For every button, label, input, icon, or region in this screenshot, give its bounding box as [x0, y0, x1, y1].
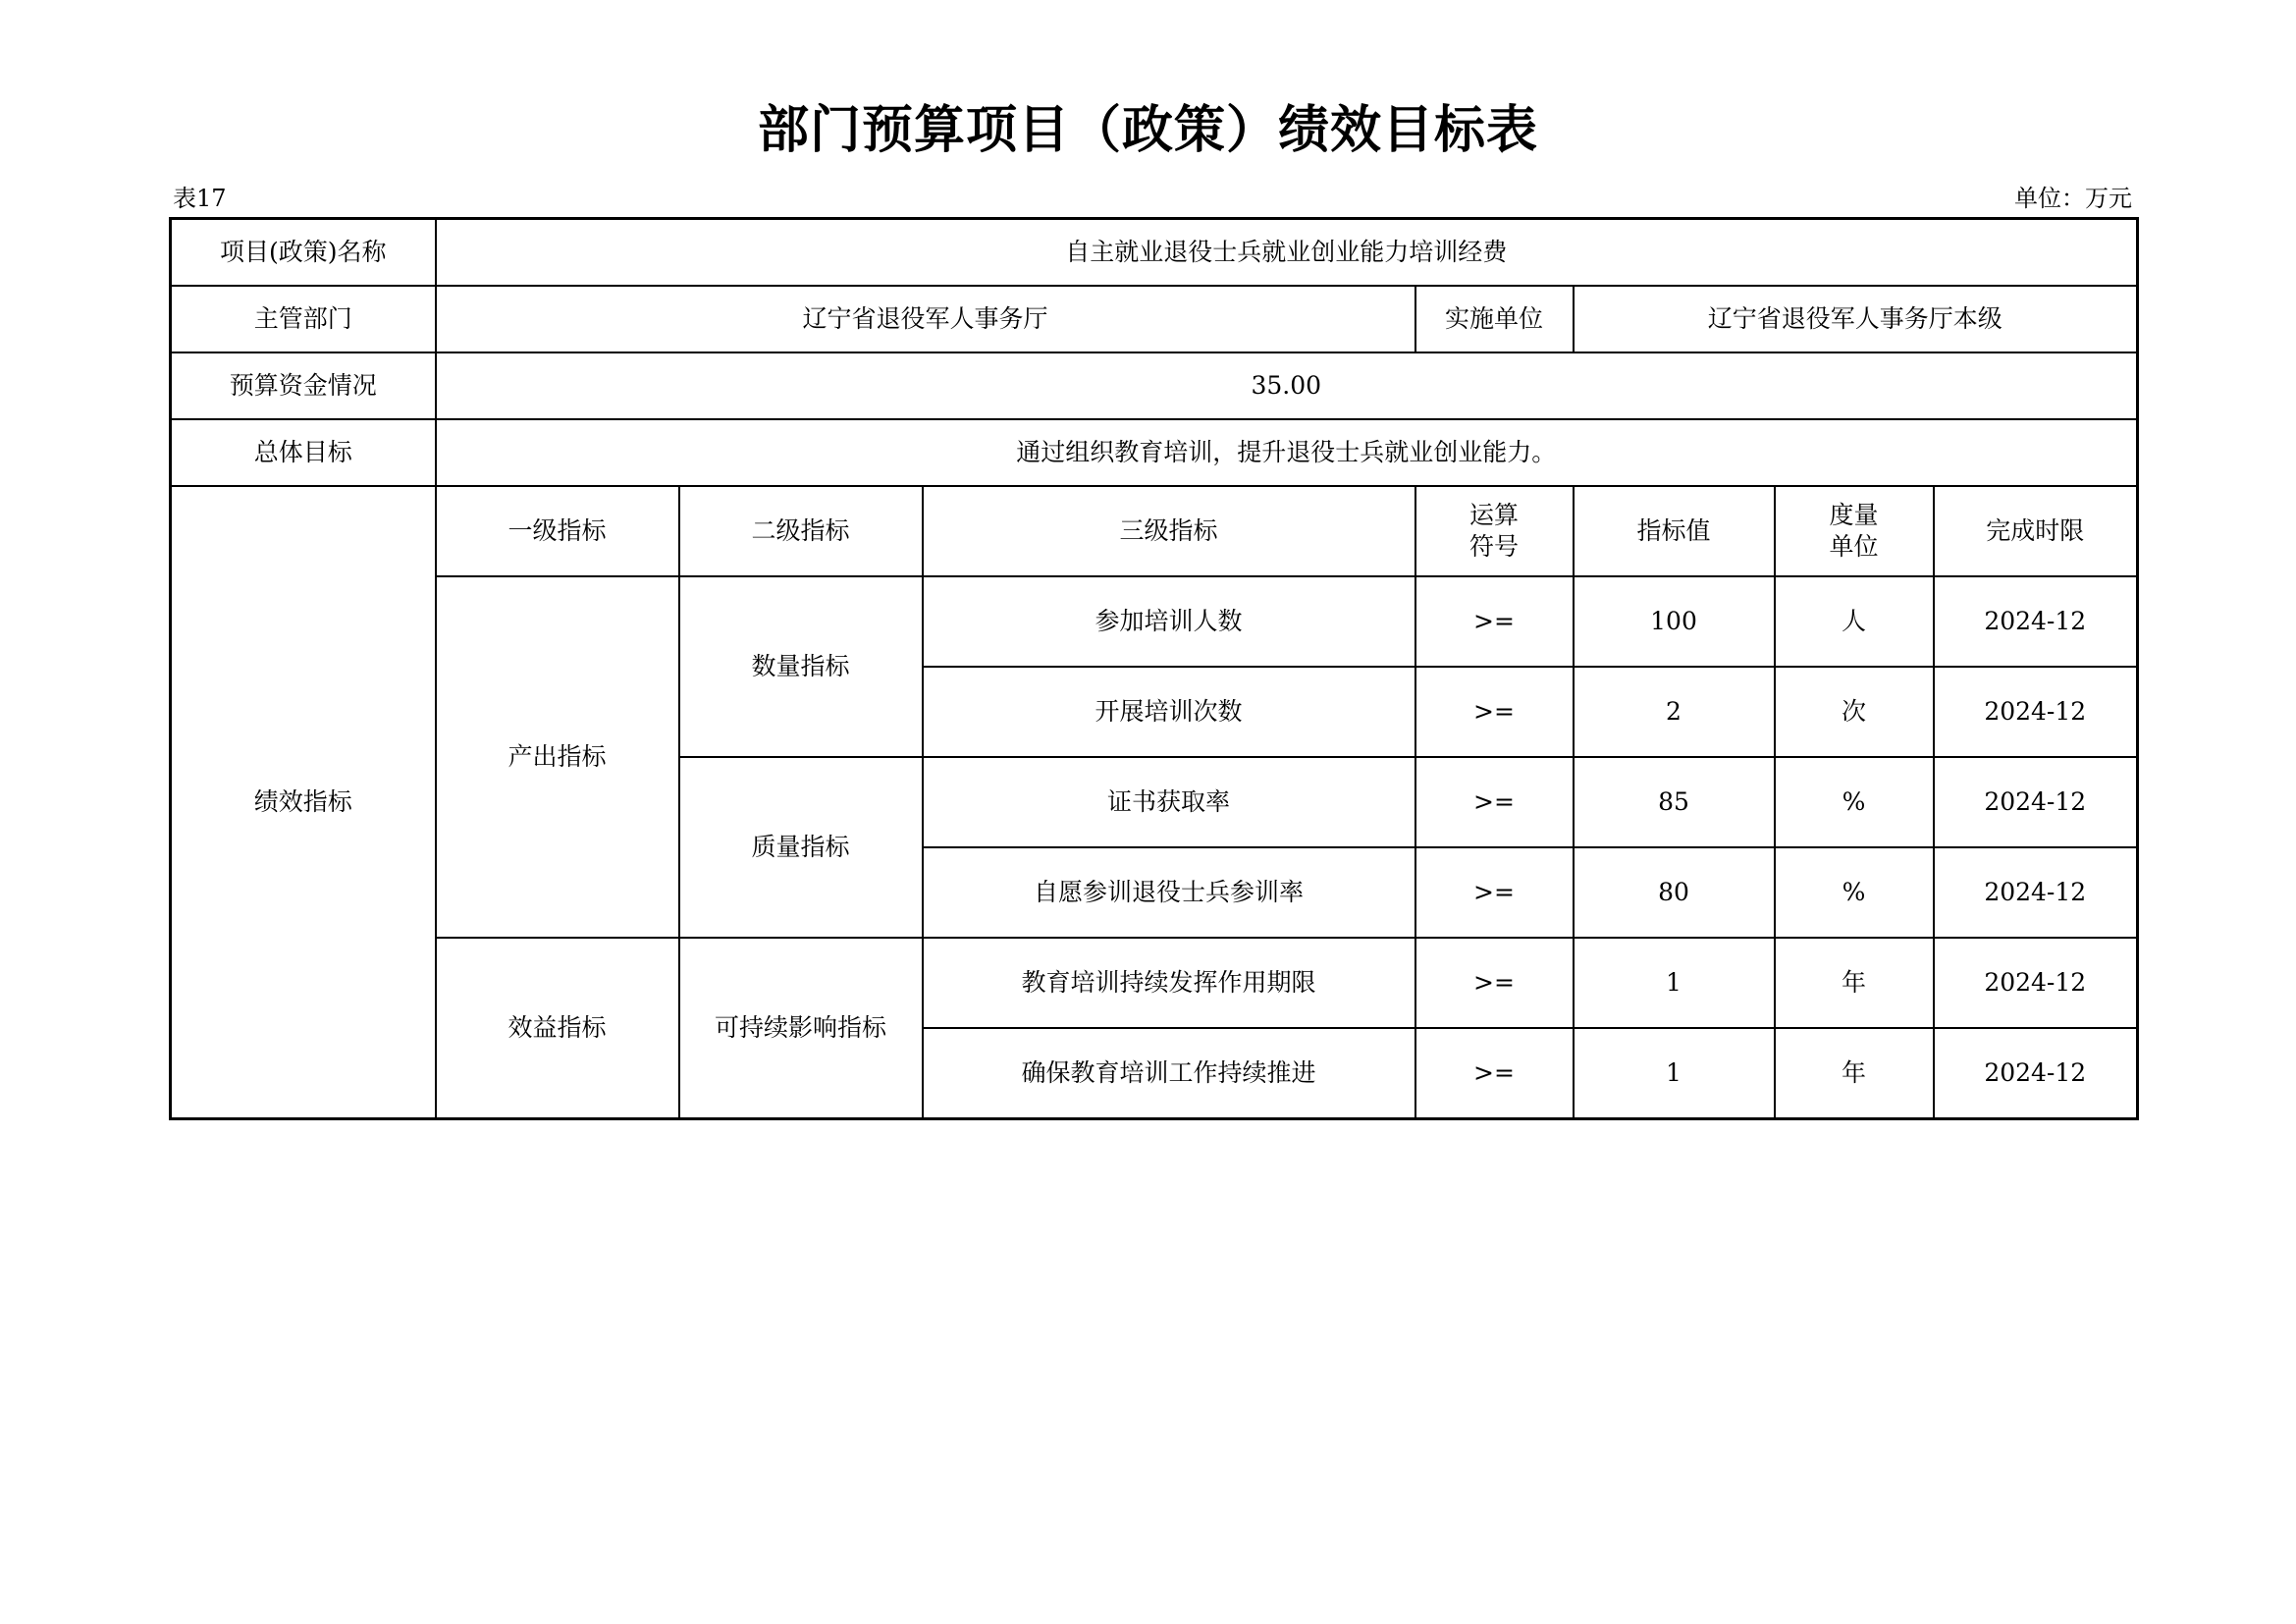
- performance-table: [169, 217, 2139, 1120]
- header-level3: 三级指标: [923, 486, 1415, 576]
- header-deadline: 完成时限: [1934, 486, 2138, 576]
- indicator-operator: >=: [1415, 938, 1574, 1028]
- indicator-deadline: 2024-12: [1934, 847, 2138, 938]
- indicator-value: 80: [1574, 847, 1775, 938]
- impl-value: 辽宁省退役军人事务厅本级: [1574, 286, 2138, 352]
- indicator-unit: %: [1775, 847, 1934, 938]
- table-number: 表17: [173, 185, 227, 212]
- budget-value: 35.00: [436, 352, 2138, 419]
- indicator-deadline: 2024-12: [1934, 938, 2138, 1028]
- impl-label: 实施单位: [1415, 286, 1574, 352]
- indicator-name: 教育培训持续发挥作用期限: [923, 938, 1415, 1028]
- group-output: 产出指标: [436, 576, 679, 938]
- indicator-name: 开展培训次数: [923, 667, 1415, 757]
- indicator-unit: 年: [1775, 938, 1934, 1028]
- indicator-name: 证书获取率: [923, 757, 1415, 847]
- indicator-unit: 年: [1775, 1028, 1934, 1119]
- group-benefit: 效益指标: [436, 938, 679, 1119]
- table-row: [171, 352, 2138, 419]
- page-title: 部门预算项目（政策）绩效目标表: [757, 101, 1538, 160]
- dept-label: 主管部门: [171, 286, 436, 352]
- budget-label: 预算资金情况: [171, 352, 436, 419]
- indicator-value: 100: [1574, 576, 1775, 667]
- indicator-deadline: 2024-12: [1934, 757, 2138, 847]
- group-quality: 质量指标: [679, 757, 923, 938]
- perf-label: 绩效指标: [171, 486, 436, 1119]
- group-sustain: 可持续影响指标: [679, 938, 923, 1119]
- indicator-operator: >=: [1415, 847, 1574, 938]
- table-row: [171, 419, 2138, 486]
- table-row: [171, 219, 2138, 287]
- header-row: [171, 486, 2138, 576]
- indicator-value: 85: [1574, 757, 1775, 847]
- header-level2: 二级指标: [679, 486, 923, 576]
- indicator-unit: %: [1775, 757, 1934, 847]
- indicator-unit: 人: [1775, 576, 1934, 667]
- table-row: [171, 576, 2138, 667]
- goal-label: 总体目标: [171, 419, 436, 486]
- group-quantity: 数量指标: [679, 576, 923, 757]
- indicator-operator: >=: [1415, 757, 1574, 847]
- project-name-value: 自主就业退役士兵就业创业能力培训经费: [436, 219, 2138, 287]
- indicator-deadline: 2024-12: [1934, 1028, 2138, 1119]
- table-row: [171, 938, 2138, 1028]
- indicator-name: 自愿参训退役士兵参训率: [923, 847, 1415, 938]
- unit-label: 单位：万元: [2014, 185, 2132, 212]
- table-row: [171, 286, 2138, 352]
- indicator-value: 1: [1574, 938, 1775, 1028]
- indicator-deadline: 2024-12: [1934, 667, 2138, 757]
- dept-value: 辽宁省退役军人事务厅: [436, 286, 1415, 352]
- indicator-operator: >=: [1415, 1028, 1574, 1119]
- header-value: 指标值: [1574, 486, 1775, 576]
- indicator-name: 参加培训人数: [923, 576, 1415, 667]
- indicator-name: 确保教育培训工作持续推进: [923, 1028, 1415, 1119]
- indicator-value: 2: [1574, 667, 1775, 757]
- project-name-label: 项目(政策)名称: [171, 219, 436, 287]
- indicator-operator: >=: [1415, 667, 1574, 757]
- indicator-deadline: 2024-12: [1934, 576, 2138, 667]
- indicator-unit: 次: [1775, 667, 1934, 757]
- goal-value: 通过组织教育培训，提升退役士兵就业创业能力。: [436, 419, 2138, 486]
- header-unit: 度量 单位: [1775, 486, 1934, 576]
- header-level1: 一级指标: [436, 486, 679, 576]
- indicator-operator: >=: [1415, 576, 1574, 667]
- indicator-value: 1: [1574, 1028, 1775, 1119]
- header-operator: 运算 符号: [1415, 486, 1574, 576]
